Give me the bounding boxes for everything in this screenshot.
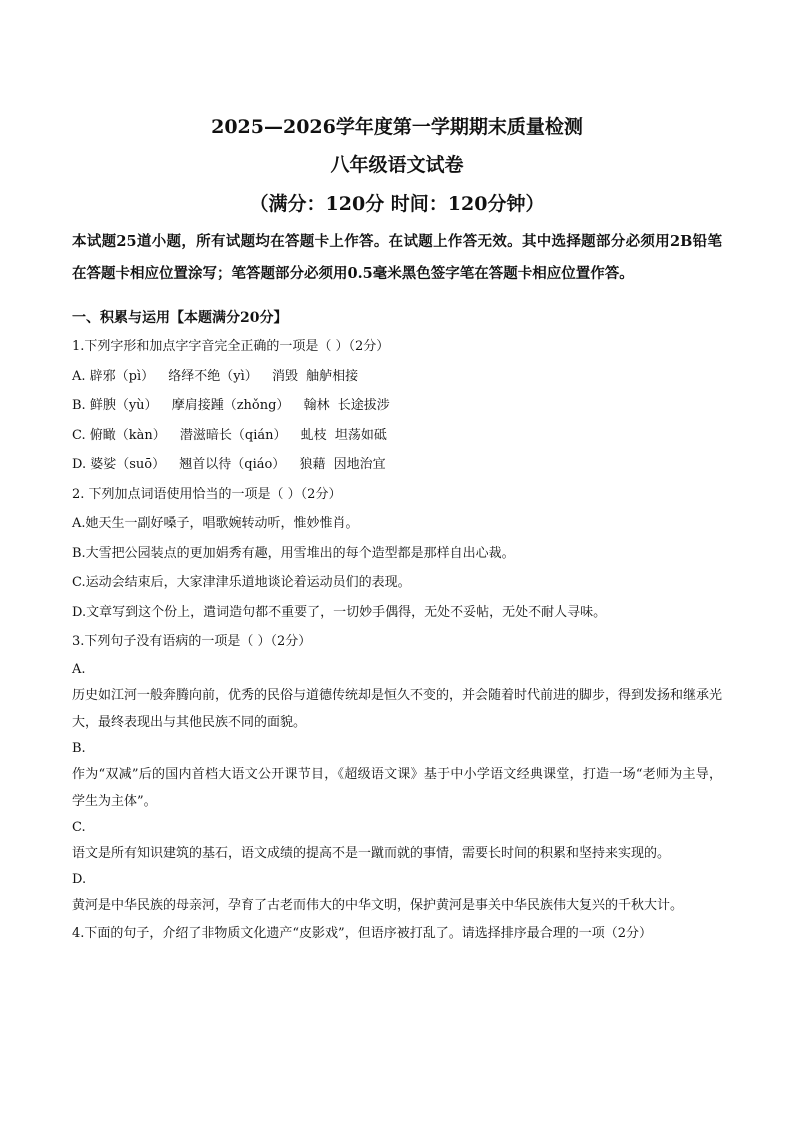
option-d: D.文章写到这个份上，遣词造句都不重要了，一切妙手偶得，无处不妥帖，无处不耐人寻味。 xyxy=(72,604,607,620)
question-stem: 2. 下列加点词语使用恰当的一项是（ ）（2分） xyxy=(72,486,342,502)
option-part: 摩肩接踵（zhǒng） xyxy=(171,398,290,413)
option-c-label: C. xyxy=(72,819,86,835)
option-part: 辟邪（pì） xyxy=(89,368,155,384)
option-label: B. xyxy=(72,398,86,413)
option-b-label: B. xyxy=(72,740,86,756)
option-part: 长途拔涉 xyxy=(337,398,390,413)
exam-score-time: （满分：120分 时间：120分钟） xyxy=(249,193,545,215)
option-part: 坦荡如砥 xyxy=(334,427,387,443)
option-part: 翰林 xyxy=(303,398,330,413)
question-stem: 4.下面的句子，介绍了非物质文化遗产“皮影戏”，但语序被打乱了。请选择排序最合理的一项（2分） xyxy=(72,925,652,941)
exam-page xyxy=(72,110,722,948)
question-1 xyxy=(72,332,722,480)
exam-subtitle: 八年级语文试卷 xyxy=(330,154,464,176)
exam-instructions: 本试题25道小题，所有试题均在答题卡上作答。在试题上作答无效。其中选择题部分必须用2B铅笔在答题卡相应位置涂写；笔答题部分必须用0.5毫米黑色签字笔在答题卡相应位置作答。 xyxy=(72,233,722,282)
option-a: A.她天生一副好嗓子，唱歌婉转动听，惟妙惟肖。 xyxy=(72,516,359,531)
option-label: A. xyxy=(72,368,86,384)
option-d-label: D. xyxy=(72,871,87,887)
option-part: 翘首以待（qiáo） xyxy=(179,457,286,472)
option-part: 舳舻相接 xyxy=(306,368,359,384)
option-a-label: A. xyxy=(72,661,86,677)
option-part: 消毁 xyxy=(271,368,298,384)
option-c-text: 语文是所有知识建筑的基石，语文成绩的提高不是一蹴而就的事情，需要长时间的积累和坚持来实现的。 xyxy=(72,845,671,861)
option-part: 因地治宜 xyxy=(333,457,386,472)
option-b: B.大雪把公园装点的更加娟秀有趣，用雪堆出的每个造型都是那样自出心裁。 xyxy=(72,545,515,561)
option-c: C.运动会结束后，大家津津乐道地谈论着运动员们的表现。 xyxy=(72,575,411,590)
option-part: 鲜腴（yù） xyxy=(89,398,158,413)
option-part: 俯瞰（kàn） xyxy=(89,427,166,443)
exam-title: 2025—2026学年度第一学期期末质量检测 xyxy=(211,116,583,138)
option-part: 狼藉 xyxy=(299,457,326,472)
option-b xyxy=(72,391,722,421)
question-4 xyxy=(72,919,722,949)
option-part: 潜滋暗长（qián） xyxy=(179,427,287,443)
option-label: D. xyxy=(72,457,87,472)
option-part: 婆娑（suō） xyxy=(90,457,166,472)
option-label: C. xyxy=(72,427,86,443)
question-stem: 1.下列字形和加点字字音完全正确的一项是（ ）（2分） xyxy=(72,339,390,354)
option-b-text: 作为“双减”后的国内首档大语文公开课节目，《超级语文课》基于中小学语文经典课堂，打造一场“老师为主导，学生为主体”。 xyxy=(72,766,722,809)
option-part: 络绎不绝（yì） xyxy=(168,368,258,384)
option-d-text: 黄河是中华民族的母亲河，孕育了古老而伟大的中华文明，保护黄河是事关中华民族伟大复兴的千秋大计。 xyxy=(72,897,684,913)
question-3 xyxy=(72,627,722,919)
option-c xyxy=(72,421,722,451)
option-part: 虬枝 xyxy=(300,427,327,443)
option-a xyxy=(72,362,722,392)
section-heading: 一、积累与运用【本题满分20分】 xyxy=(72,310,288,326)
question-stem: 3.下列句子没有语病的一项是（ ）（2分） xyxy=(72,634,312,649)
option-a-text: 历史如江河一般奔腾向前，优秀的民俗与道德传统却是恒久不变的，并会随着时代前进的脚步，得到发扬和继承光大，最终表现出与其他民族不同的面貌。 xyxy=(72,687,723,730)
option-d xyxy=(72,450,722,480)
question-2 xyxy=(72,480,722,628)
